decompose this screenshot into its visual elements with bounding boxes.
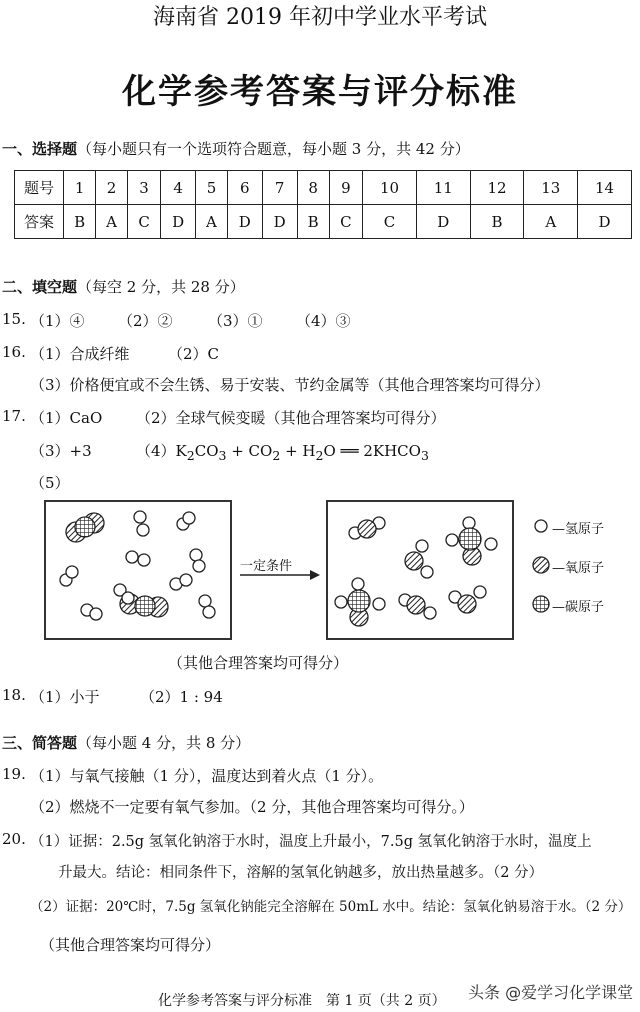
h2-molecule: [190, 549, 205, 572]
q-number-cell: 14: [578, 171, 632, 205]
q15-part4: （4）③: [296, 312, 351, 330]
q18-part1: （1）小于: [30, 688, 100, 706]
q20-note: （其他合理答案均可得分）: [40, 936, 221, 954]
h2o-molecule: [405, 540, 433, 578]
legend-oxygen: —氧原子: [552, 561, 605, 576]
h2o-molecule: [399, 594, 436, 619]
q17-part4-prefix: （4）: [136, 442, 176, 460]
page-footer: 化学参考答案与评分标准 第 1 页（共 2 页）: [158, 993, 446, 1009]
answer-cell: A: [524, 205, 578, 239]
h2-molecule: [177, 512, 195, 530]
row-label-answers: 答案: [15, 205, 64, 239]
answer-cell: D: [161, 205, 196, 239]
ch3oh-molecule: [335, 578, 385, 626]
answer-cell: D: [578, 205, 632, 239]
q19-number: 19.: [2, 765, 26, 783]
q-number-cell: 2: [96, 171, 128, 205]
co2-molecule: [66, 513, 104, 542]
q19-part1: （1）与氧气接触（1 分），温度达到着火点（1 分）。: [30, 767, 384, 785]
q18-number: 18.: [2, 686, 26, 704]
q-number-cell: 13: [524, 171, 578, 205]
oxygen-atom-icon: [533, 557, 549, 573]
q15-part2: （2）②: [118, 312, 173, 330]
h2-molecule: [126, 551, 150, 566]
h2-molecule: [199, 595, 215, 618]
h2o-molecule: [349, 517, 385, 539]
q16-number: 16.: [2, 343, 26, 361]
answer-cell: A: [96, 205, 128, 239]
answer-cell: D: [227, 205, 262, 239]
row-label-numbers: 题号: [15, 171, 64, 205]
section3-note: （每小题 4 分，共 8 分）: [77, 734, 251, 752]
hydrogen-atom-icon: [535, 520, 547, 532]
q17-part1: （1）CaO: [30, 409, 103, 427]
q15-part1: （1）④: [30, 312, 85, 330]
q17-part5: （5）: [30, 474, 70, 492]
section3-heading: 三、简答题: [2, 734, 78, 752]
h2-molecule: [60, 566, 78, 586]
q-number-cell: 6: [227, 171, 262, 205]
document-title: 海南省 2019 年初中学业水平考试: [153, 5, 487, 30]
q-number-cell: 10: [363, 171, 417, 205]
q15-number: 15.: [2, 310, 26, 328]
q-number-cell: 8: [297, 171, 329, 205]
section2-heading: 二、填空题: [2, 278, 78, 296]
q17-part2: （2）全球气候变暖（其他合理答案均可得分）: [136, 409, 446, 427]
q16-part1: （1）合成纤维: [30, 345, 130, 363]
q20-number: 20.: [2, 830, 26, 848]
q16-part2: （2）C: [168, 345, 220, 363]
section3-heading-line: [2, 732, 250, 753]
h2-molecule: [134, 511, 149, 536]
legend-hydrogen: —氢原子: [552, 522, 605, 537]
q18-part2: （2）1 : 94: [140, 688, 223, 706]
q-number-cell: 3: [127, 171, 160, 205]
q-number-cell: 1: [64, 171, 96, 205]
watermark: 头条 @爱学习化学课堂: [468, 983, 634, 1002]
q15-part3: （3）①: [208, 312, 263, 330]
q-number-cell: 12: [470, 171, 524, 205]
answer-cell: B: [64, 205, 96, 239]
q17-part3: （3）+3: [30, 442, 92, 460]
answer-cell: B: [297, 205, 329, 239]
answer-cell: B: [470, 205, 524, 239]
h2-molecule: [170, 574, 192, 590]
reaction-arrow-head: [310, 570, 320, 580]
q17-number: 17.: [2, 407, 26, 425]
answer-cell: D: [262, 205, 297, 239]
h2o-molecule: [449, 586, 486, 613]
q-number-cell: 5: [196, 171, 228, 205]
section1-heading: 一、选择题: [2, 140, 78, 158]
carbon-atom-icon: [533, 596, 549, 612]
answer-cell: C: [329, 205, 362, 239]
q-number-cell: 11: [416, 171, 470, 205]
h2-molecule: [114, 584, 134, 604]
q20-part2: （2）证据：20℃时，7.5g 氢氧化钠能完全溶解在 50mL 水中。结论：氢氧化钠易溶于水。（2 分）: [30, 899, 632, 915]
h2-molecule: [81, 604, 102, 620]
answer-cell: C: [127, 205, 160, 239]
q-number-cell: 4: [161, 171, 196, 205]
q17-note: （其他合理答案均可得分）: [168, 654, 349, 672]
ch3oh-molecule: [446, 517, 497, 565]
answer-cell: C: [363, 205, 417, 239]
q-number-cell: 9: [329, 171, 362, 205]
q20-part1-line2: 升最大。结论：相同条件下，溶解的氢氧化钠越多，放出热量越多。（2 分）: [58, 865, 544, 881]
document-subtitle: 化学参考答案与评分标准: [122, 72, 518, 112]
q-number-cell: 7: [262, 171, 297, 205]
q16-part3: （3）价格便宜或不会生锈、易于安装、节约金属等（其他合理答案均可得分）: [30, 376, 550, 394]
answer-cell: A: [196, 205, 228, 239]
answer-cell: D: [416, 205, 470, 239]
q19-part2: （2）燃烧不一定要有氧气参加。（2 分，其他合理答案均可得分。）: [30, 798, 474, 816]
legend-carbon: —碳原子: [552, 600, 605, 615]
arrow-label: 一定条件: [240, 559, 293, 574]
q20-part1-line1: （1）证据：2.5g 氢氧化钠溶于水时，温度上升最小，7.5g 氢氧化钠溶于水时，温度上: [30, 834, 592, 850]
chemical-equation: $K_2CO_3 + CO_2 + H_2O$ ══ $2KHCO_3$: [175, 442, 429, 463]
section1-note: （每小题只有一个选项符合题意，每小题 3 分，共 42 分）: [77, 140, 470, 158]
section2-note: （每空 2 分，共 28 分）: [77, 278, 245, 296]
